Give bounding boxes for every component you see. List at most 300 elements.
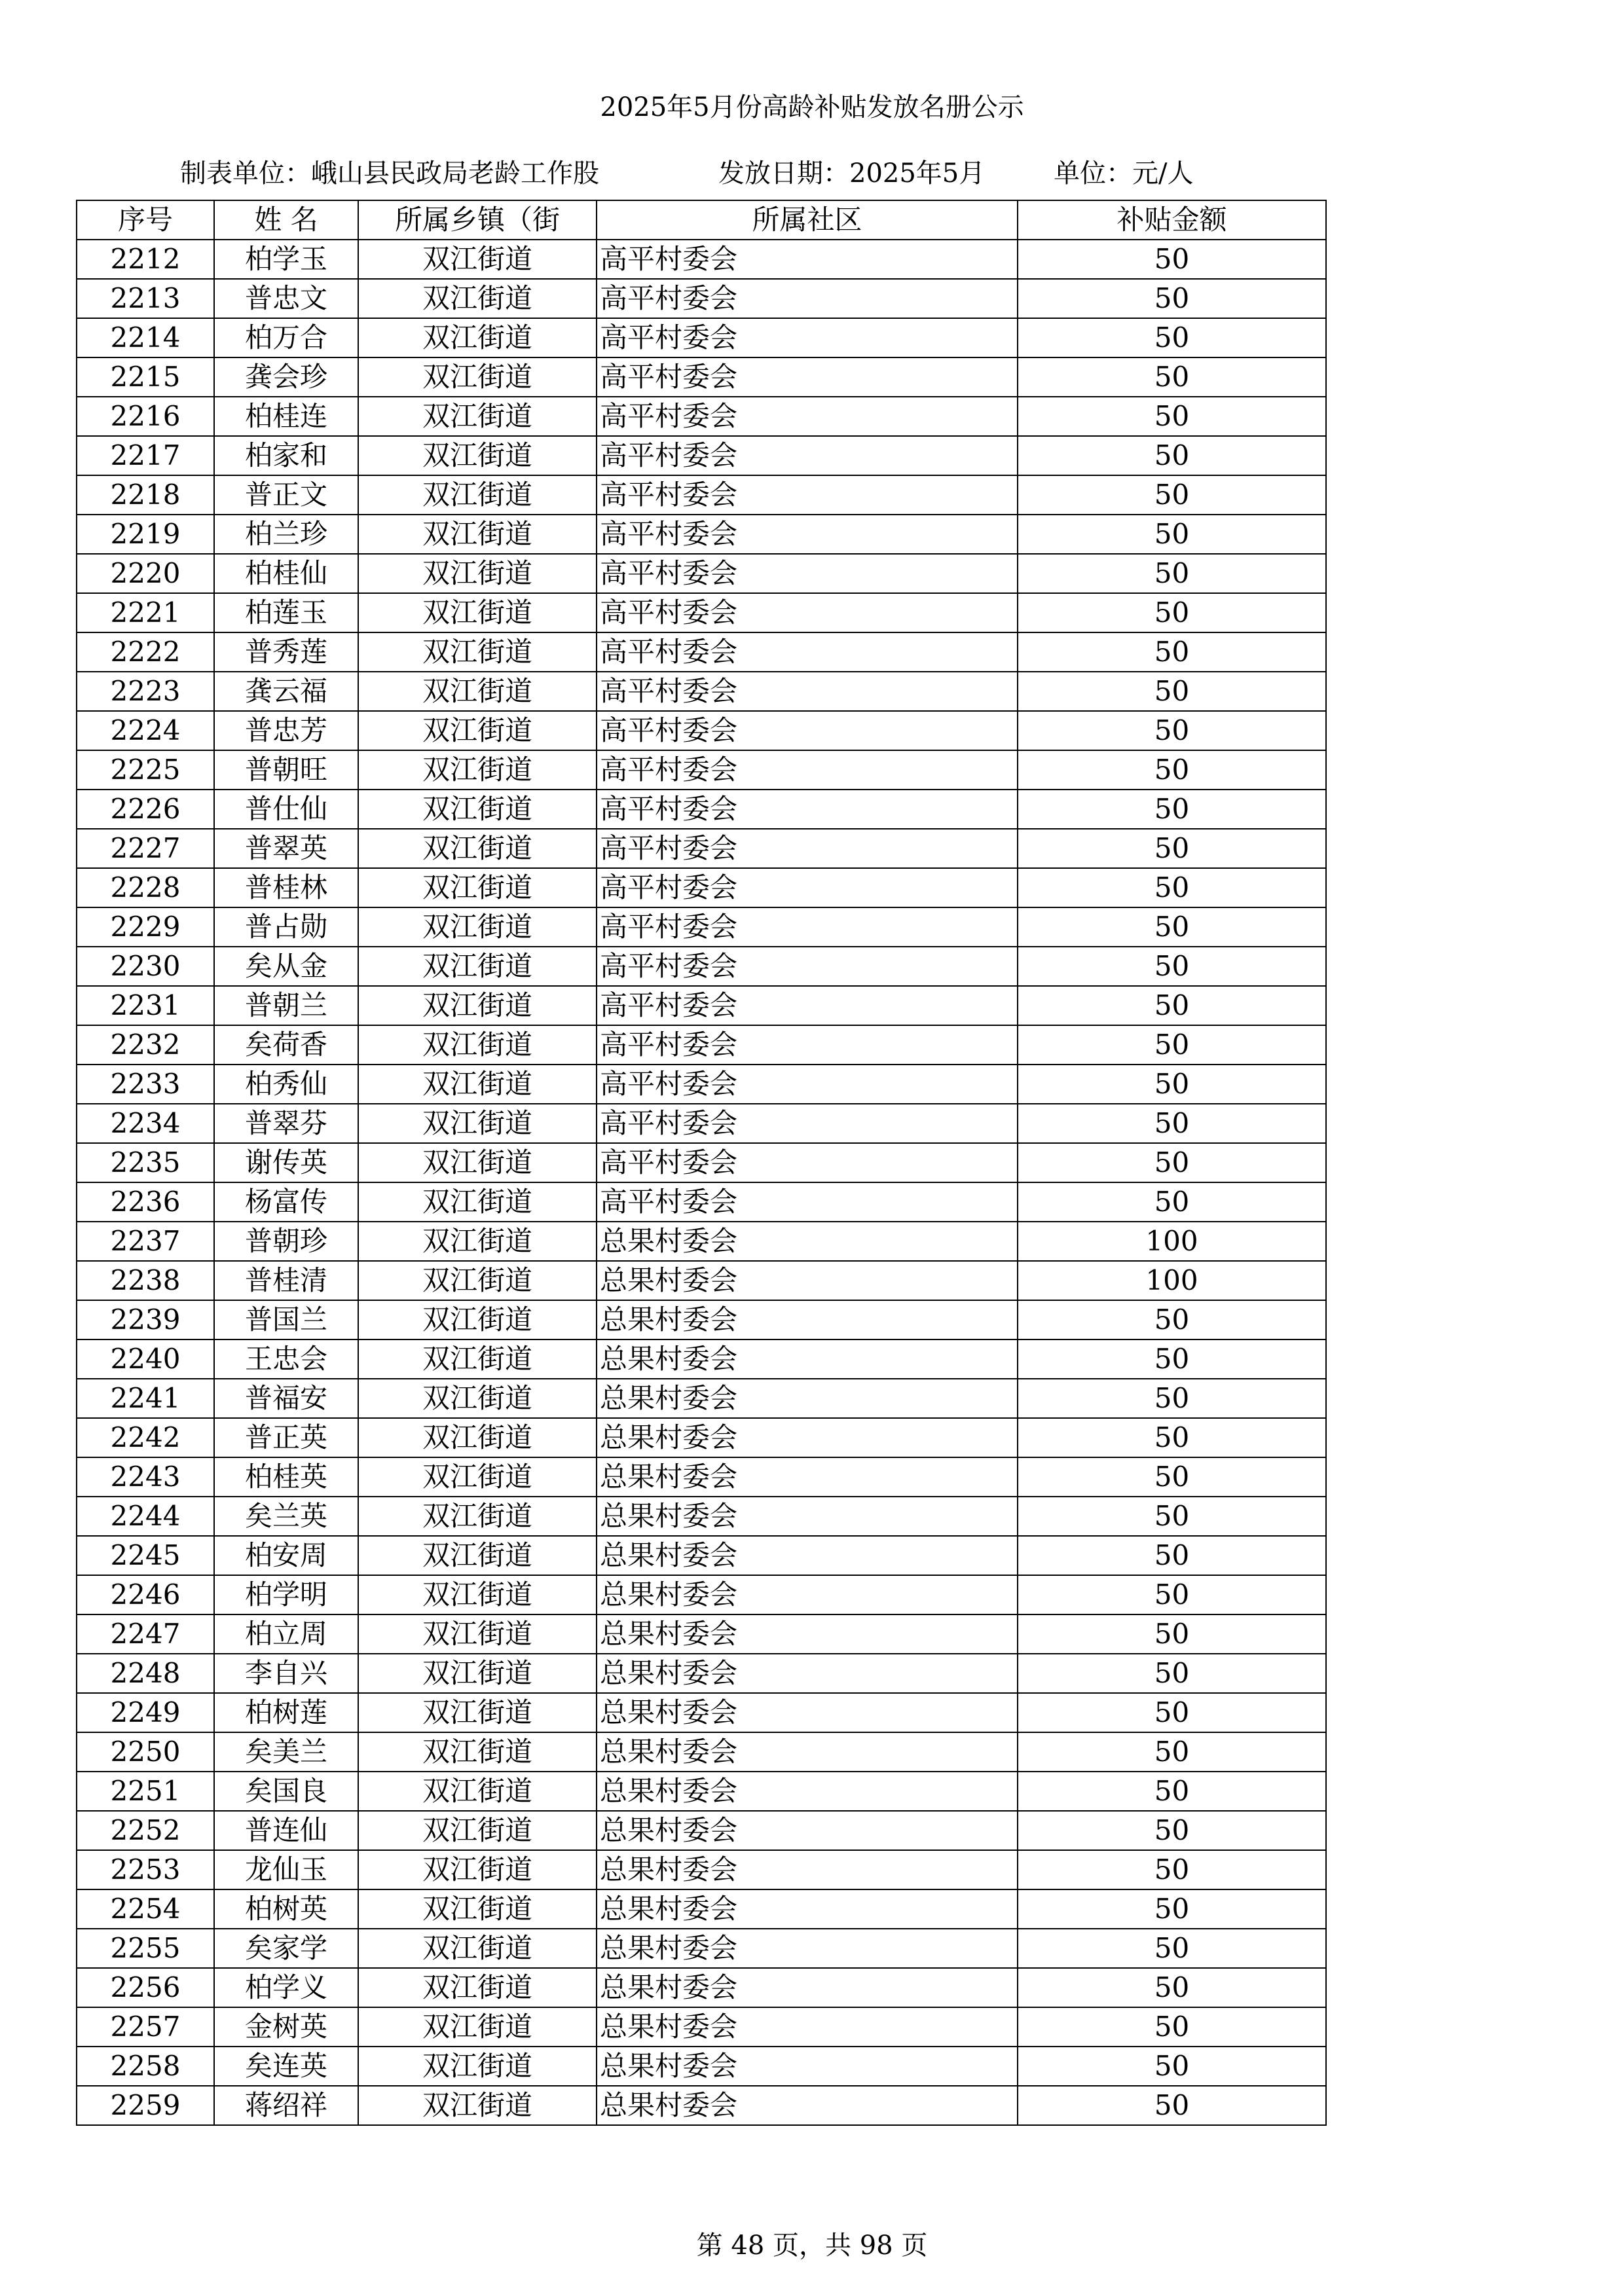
cell-community: 总果村委会 bbox=[597, 1772, 1018, 1811]
cell-amount: 50 bbox=[1018, 1182, 1326, 1222]
cell-town: 双江街道 bbox=[358, 790, 597, 829]
cell-index: 2236 bbox=[77, 1182, 214, 1222]
table-row bbox=[77, 279, 1326, 318]
cell-amount: 50 bbox=[1018, 1418, 1326, 1457]
table-row bbox=[77, 1850, 1326, 1889]
table-row bbox=[77, 1300, 1326, 1339]
cell-town: 双江街道 bbox=[358, 1182, 597, 1222]
cell-community: 高平村委会 bbox=[597, 515, 1018, 554]
cell-amount: 50 bbox=[1018, 357, 1326, 397]
cell-amount: 50 bbox=[1018, 515, 1326, 554]
table-row bbox=[77, 711, 1326, 750]
cell-index: 2232 bbox=[77, 1025, 214, 1065]
cell-name: 柏学义 bbox=[214, 1968, 358, 2007]
cell-community: 高平村委会 bbox=[597, 632, 1018, 672]
cell-name: 普正英 bbox=[214, 1418, 358, 1457]
cell-town: 双江街道 bbox=[358, 1418, 597, 1457]
cell-community: 总果村委会 bbox=[597, 1457, 1018, 1497]
cell-town: 双江街道 bbox=[358, 2047, 597, 2086]
cell-town: 双江街道 bbox=[358, 1929, 597, 1968]
cell-community: 总果村委会 bbox=[597, 1693, 1018, 1732]
page-title: 2025年5月份高龄补贴发放名册公示 bbox=[600, 92, 1024, 122]
cell-amount: 50 bbox=[1018, 1811, 1326, 1850]
cell-index: 2214 bbox=[77, 318, 214, 357]
table-row bbox=[77, 1929, 1326, 1968]
cell-index: 2243 bbox=[77, 1457, 214, 1497]
table-row bbox=[77, 397, 1326, 436]
cell-name: 龚会珍 bbox=[214, 357, 358, 397]
cell-name: 普朝珍 bbox=[214, 1222, 358, 1261]
table-row bbox=[77, 240, 1326, 279]
cell-town: 双江街道 bbox=[358, 1772, 597, 1811]
cell-name: 柏家和 bbox=[214, 436, 358, 475]
cell-index: 2253 bbox=[77, 1850, 214, 1889]
cell-name: 普翠英 bbox=[214, 829, 358, 868]
table-row bbox=[77, 1379, 1326, 1418]
table-row bbox=[77, 790, 1326, 829]
table-row bbox=[77, 1536, 1326, 1575]
cell-community: 高平村委会 bbox=[597, 868, 1018, 907]
cell-town: 双江街道 bbox=[358, 1339, 597, 1379]
cell-index: 2258 bbox=[77, 2047, 214, 2086]
table-row bbox=[77, 1811, 1326, 1850]
cell-index: 2251 bbox=[77, 1772, 214, 1811]
cell-index: 2219 bbox=[77, 515, 214, 554]
cell-index: 2238 bbox=[77, 1261, 214, 1300]
cell-name: 矣兰英 bbox=[214, 1497, 358, 1536]
cell-community: 高平村委会 bbox=[597, 1025, 1018, 1065]
table-row bbox=[77, 1261, 1326, 1300]
cell-town: 双江街道 bbox=[358, 1654, 597, 1693]
cell-name: 王忠会 bbox=[214, 1339, 358, 1379]
cell-community: 高平村委会 bbox=[597, 986, 1018, 1025]
cell-community: 总果村委会 bbox=[597, 1575, 1018, 1614]
table-row bbox=[77, 1575, 1326, 1614]
cell-amount: 50 bbox=[1018, 790, 1326, 829]
cell-community: 高平村委会 bbox=[597, 318, 1018, 357]
table-row bbox=[77, 1143, 1326, 1182]
cell-town: 双江街道 bbox=[358, 632, 597, 672]
cell-index: 2233 bbox=[77, 1065, 214, 1104]
cell-amount: 50 bbox=[1018, 475, 1326, 515]
cell-index: 2240 bbox=[77, 1339, 214, 1379]
cell-index: 2234 bbox=[77, 1104, 214, 1143]
table-row bbox=[77, 475, 1326, 515]
table-row bbox=[77, 318, 1326, 357]
cell-town: 双江街道 bbox=[358, 1379, 597, 1418]
col-header-index: 序号 bbox=[77, 200, 214, 240]
cell-name: 普国兰 bbox=[214, 1300, 358, 1339]
cell-index: 2249 bbox=[77, 1693, 214, 1732]
col-header-town: 所属乡镇（街 bbox=[358, 200, 597, 240]
table-row bbox=[77, 2007, 1326, 2047]
cell-amount: 50 bbox=[1018, 1104, 1326, 1143]
cell-name: 柏学明 bbox=[214, 1575, 358, 1614]
cell-community: 高平村委会 bbox=[597, 240, 1018, 279]
cell-town: 双江街道 bbox=[358, 1732, 597, 1772]
table-row bbox=[77, 357, 1326, 397]
cell-town: 双江街道 bbox=[358, 279, 597, 318]
cell-amount: 50 bbox=[1018, 2007, 1326, 2047]
cell-town: 双江街道 bbox=[358, 1065, 597, 1104]
cell-town: 双江街道 bbox=[358, 515, 597, 554]
table-row bbox=[77, 1654, 1326, 1693]
cell-town: 双江街道 bbox=[358, 750, 597, 790]
cell-amount: 50 bbox=[1018, 1654, 1326, 1693]
cell-index: 2259 bbox=[77, 2086, 214, 2125]
col-header-community: 所属社区 bbox=[597, 200, 1018, 240]
cell-amount: 100 bbox=[1018, 1261, 1326, 1300]
cell-town: 双江街道 bbox=[358, 593, 597, 632]
cell-index: 2226 bbox=[77, 790, 214, 829]
cell-town: 双江街道 bbox=[358, 357, 597, 397]
cell-index: 2213 bbox=[77, 279, 214, 318]
table-row bbox=[77, 1772, 1326, 1811]
cell-index: 2257 bbox=[77, 2007, 214, 2047]
cell-index: 2241 bbox=[77, 1379, 214, 1418]
cell-community: 总果村委会 bbox=[597, 1614, 1018, 1654]
cell-index: 2227 bbox=[77, 829, 214, 868]
cell-amount: 50 bbox=[1018, 1065, 1326, 1104]
cell-community: 总果村委会 bbox=[597, 2047, 1018, 2086]
cell-town: 双江街道 bbox=[358, 1025, 597, 1065]
cell-index: 2215 bbox=[77, 357, 214, 397]
table-row bbox=[77, 1339, 1326, 1379]
cell-amount: 50 bbox=[1018, 947, 1326, 986]
cell-index: 2239 bbox=[77, 1300, 214, 1339]
cell-town: 双江街道 bbox=[358, 986, 597, 1025]
table-row bbox=[77, 1025, 1326, 1065]
cell-name: 柏莲玉 bbox=[214, 593, 358, 632]
cell-index: 2255 bbox=[77, 1929, 214, 1968]
cell-town: 双江街道 bbox=[358, 318, 597, 357]
cell-town: 双江街道 bbox=[358, 868, 597, 907]
cell-amount: 50 bbox=[1018, 279, 1326, 318]
cell-community: 高平村委会 bbox=[597, 790, 1018, 829]
cell-name: 蒋绍祥 bbox=[214, 2086, 358, 2125]
cell-amount: 50 bbox=[1018, 1575, 1326, 1614]
col-header-amount: 补贴金额 bbox=[1018, 200, 1326, 240]
cell-name: 杨富传 bbox=[214, 1182, 358, 1222]
cell-town: 双江街道 bbox=[358, 240, 597, 279]
cell-index: 2230 bbox=[77, 947, 214, 986]
cell-index: 2224 bbox=[77, 711, 214, 750]
cell-amount: 50 bbox=[1018, 1732, 1326, 1772]
table-row bbox=[77, 2086, 1326, 2125]
cell-community: 总果村委会 bbox=[597, 1222, 1018, 1261]
table-row bbox=[77, 554, 1326, 593]
cell-town: 双江街道 bbox=[358, 397, 597, 436]
cell-amount: 50 bbox=[1018, 711, 1326, 750]
cell-index: 2221 bbox=[77, 593, 214, 632]
cell-community: 总果村委会 bbox=[597, 2086, 1018, 2125]
currency-unit: 单位：元/人 bbox=[1054, 158, 1194, 189]
cell-town: 双江街道 bbox=[358, 2007, 597, 2047]
cell-index: 2246 bbox=[77, 1575, 214, 1614]
cell-name: 普占勋 bbox=[214, 907, 358, 947]
cell-community: 总果村委会 bbox=[597, 1811, 1018, 1850]
cell-amount: 50 bbox=[1018, 2086, 1326, 2125]
cell-community: 总果村委会 bbox=[597, 1497, 1018, 1536]
cell-town: 双江街道 bbox=[358, 1497, 597, 1536]
cell-community: 高平村委会 bbox=[597, 593, 1018, 632]
cell-community: 总果村委会 bbox=[597, 1732, 1018, 1772]
cell-amount: 100 bbox=[1018, 1222, 1326, 1261]
table-row bbox=[77, 1222, 1326, 1261]
cell-amount: 50 bbox=[1018, 632, 1326, 672]
cell-name: 矣连英 bbox=[214, 2047, 358, 2086]
cell-community: 总果村委会 bbox=[597, 1850, 1018, 1889]
table-row bbox=[77, 1693, 1326, 1732]
cell-amount: 50 bbox=[1018, 1536, 1326, 1575]
cell-community: 高平村委会 bbox=[597, 1104, 1018, 1143]
cell-index: 2256 bbox=[77, 1968, 214, 2007]
cell-name: 普仕仙 bbox=[214, 790, 358, 829]
table-row bbox=[77, 1065, 1326, 1104]
issue-date: 发放日期：2025年5月 bbox=[718, 158, 986, 189]
cell-community: 高平村委会 bbox=[597, 279, 1018, 318]
cell-name: 普连仙 bbox=[214, 1811, 358, 1850]
cell-amount: 50 bbox=[1018, 1850, 1326, 1889]
cell-index: 2254 bbox=[77, 1889, 214, 1929]
cell-town: 双江街道 bbox=[358, 672, 597, 711]
cell-town: 双江街道 bbox=[358, 907, 597, 947]
table-row bbox=[77, 1732, 1326, 1772]
cell-community: 总果村委会 bbox=[597, 1261, 1018, 1300]
table-header-row bbox=[77, 200, 1326, 240]
cell-amount: 50 bbox=[1018, 593, 1326, 632]
cell-amount: 50 bbox=[1018, 1497, 1326, 1536]
cell-name: 金树英 bbox=[214, 2007, 358, 2047]
cell-name: 矣美兰 bbox=[214, 1732, 358, 1772]
cell-name: 柏桂英 bbox=[214, 1457, 358, 1497]
cell-town: 双江街道 bbox=[358, 436, 597, 475]
cell-index: 2225 bbox=[77, 750, 214, 790]
cell-town: 双江街道 bbox=[358, 829, 597, 868]
cell-town: 双江街道 bbox=[358, 2086, 597, 2125]
table-row bbox=[77, 829, 1326, 868]
cell-community: 总果村委会 bbox=[597, 1300, 1018, 1339]
cell-index: 2248 bbox=[77, 1654, 214, 1693]
cell-town: 双江街道 bbox=[358, 554, 597, 593]
cell-town: 双江街道 bbox=[358, 1536, 597, 1575]
cell-amount: 50 bbox=[1018, 1693, 1326, 1732]
cell-town: 双江街道 bbox=[358, 1811, 597, 1850]
table-row bbox=[77, 436, 1326, 475]
cell-name: 柏树莲 bbox=[214, 1693, 358, 1732]
cell-town: 双江街道 bbox=[358, 1222, 597, 1261]
cell-name: 柏秀仙 bbox=[214, 1065, 358, 1104]
cell-name: 柏万合 bbox=[214, 318, 358, 357]
cell-amount: 50 bbox=[1018, 397, 1326, 436]
cell-index: 2245 bbox=[77, 1536, 214, 1575]
cell-community: 总果村委会 bbox=[597, 1379, 1018, 1418]
cell-name: 龙仙玉 bbox=[214, 1850, 358, 1889]
cell-community: 总果村委会 bbox=[597, 1339, 1018, 1379]
table-row bbox=[77, 750, 1326, 790]
cell-community: 高平村委会 bbox=[597, 907, 1018, 947]
cell-amount: 50 bbox=[1018, 868, 1326, 907]
cell-community: 总果村委会 bbox=[597, 1929, 1018, 1968]
table-row bbox=[77, 1614, 1326, 1654]
cell-community: 总果村委会 bbox=[597, 1968, 1018, 2007]
cell-index: 2216 bbox=[77, 397, 214, 436]
table-row bbox=[77, 1497, 1326, 1536]
cell-community: 高平村委会 bbox=[597, 947, 1018, 986]
cell-town: 双江街道 bbox=[358, 1261, 597, 1300]
cell-amount: 50 bbox=[1018, 672, 1326, 711]
cell-town: 双江街道 bbox=[358, 1300, 597, 1339]
table-row bbox=[77, 1889, 1326, 1929]
col-header-name: 姓 名 bbox=[214, 200, 358, 240]
cell-name: 柏树英 bbox=[214, 1889, 358, 1929]
cell-name: 普朝兰 bbox=[214, 986, 358, 1025]
cell-town: 双江街道 bbox=[358, 475, 597, 515]
cell-index: 2228 bbox=[77, 868, 214, 907]
cell-name: 矣从金 bbox=[214, 947, 358, 986]
cell-community: 高平村委会 bbox=[597, 475, 1018, 515]
cell-name: 普朝旺 bbox=[214, 750, 358, 790]
cell-town: 双江街道 bbox=[358, 1614, 597, 1654]
table-row bbox=[77, 947, 1326, 986]
cell-name: 柏学玉 bbox=[214, 240, 358, 279]
cell-index: 2217 bbox=[77, 436, 214, 475]
cell-town: 双江街道 bbox=[358, 1889, 597, 1929]
cell-name: 李自兴 bbox=[214, 1654, 358, 1693]
cell-name: 谢传英 bbox=[214, 1143, 358, 1182]
cell-community: 总果村委会 bbox=[597, 1536, 1018, 1575]
cell-amount: 50 bbox=[1018, 1929, 1326, 1968]
table-row bbox=[77, 907, 1326, 947]
table-row bbox=[77, 632, 1326, 672]
cell-amount: 50 bbox=[1018, 1614, 1326, 1654]
table-row bbox=[77, 868, 1326, 907]
cell-community: 高平村委会 bbox=[597, 436, 1018, 475]
cell-index: 2229 bbox=[77, 907, 214, 947]
subsidy-table bbox=[76, 200, 1327, 2126]
cell-community: 总果村委会 bbox=[597, 1654, 1018, 1693]
cell-amount: 50 bbox=[1018, 1025, 1326, 1065]
cell-amount: 50 bbox=[1018, 436, 1326, 475]
page-footer: 第 48 页，共 98 页 bbox=[696, 2231, 928, 2261]
cell-index: 2235 bbox=[77, 1143, 214, 1182]
cell-town: 双江街道 bbox=[358, 1968, 597, 2007]
cell-community: 总果村委会 bbox=[597, 2007, 1018, 2047]
table-row bbox=[77, 1968, 1326, 2007]
cell-index: 2252 bbox=[77, 1811, 214, 1850]
cell-index: 2247 bbox=[77, 1614, 214, 1654]
cell-amount: 50 bbox=[1018, 1300, 1326, 1339]
cell-name: 普桂林 bbox=[214, 868, 358, 907]
cell-community: 高平村委会 bbox=[597, 554, 1018, 593]
cell-name: 柏桂仙 bbox=[214, 554, 358, 593]
cell-amount: 50 bbox=[1018, 240, 1326, 279]
table-row bbox=[77, 1457, 1326, 1497]
cell-name: 普忠文 bbox=[214, 279, 358, 318]
cell-name: 柏立周 bbox=[214, 1614, 358, 1654]
cell-name: 矣荷香 bbox=[214, 1025, 358, 1065]
cell-town: 双江街道 bbox=[358, 1850, 597, 1889]
cell-index: 2244 bbox=[77, 1497, 214, 1536]
cell-community: 高平村委会 bbox=[597, 1065, 1018, 1104]
cell-amount: 50 bbox=[1018, 1339, 1326, 1379]
cell-index: 2222 bbox=[77, 632, 214, 672]
cell-index: 2220 bbox=[77, 554, 214, 593]
table-row bbox=[77, 986, 1326, 1025]
cell-community: 高平村委会 bbox=[597, 711, 1018, 750]
cell-community: 高平村委会 bbox=[597, 829, 1018, 868]
cell-town: 双江街道 bbox=[358, 947, 597, 986]
cell-name: 柏桂连 bbox=[214, 397, 358, 436]
cell-town: 双江街道 bbox=[358, 1693, 597, 1732]
cell-town: 双江街道 bbox=[358, 711, 597, 750]
table-row bbox=[77, 593, 1326, 632]
table-row bbox=[77, 1418, 1326, 1457]
cell-town: 双江街道 bbox=[358, 1457, 597, 1497]
table-row bbox=[77, 672, 1326, 711]
cell-index: 2231 bbox=[77, 986, 214, 1025]
cell-name: 普翠芬 bbox=[214, 1104, 358, 1143]
cell-amount: 50 bbox=[1018, 907, 1326, 947]
cell-name: 普正文 bbox=[214, 475, 358, 515]
cell-name: 矣家学 bbox=[214, 1929, 358, 1968]
cell-index: 2212 bbox=[77, 240, 214, 279]
table-row bbox=[77, 1104, 1326, 1143]
cell-amount: 50 bbox=[1018, 1457, 1326, 1497]
issuing-unit: 制表单位：峨山县民政局老龄工作股 bbox=[180, 158, 599, 189]
cell-amount: 50 bbox=[1018, 318, 1326, 357]
cell-index: 2223 bbox=[77, 672, 214, 711]
cell-name: 柏安周 bbox=[214, 1536, 358, 1575]
cell-index: 2237 bbox=[77, 1222, 214, 1261]
cell-amount: 50 bbox=[1018, 986, 1326, 1025]
cell-town: 双江街道 bbox=[358, 1104, 597, 1143]
cell-amount: 50 bbox=[1018, 554, 1326, 593]
cell-name: 普桂清 bbox=[214, 1261, 358, 1300]
table-row bbox=[77, 2047, 1326, 2086]
cell-community: 总果村委会 bbox=[597, 1418, 1018, 1457]
cell-community: 高平村委会 bbox=[597, 750, 1018, 790]
cell-amount: 50 bbox=[1018, 2047, 1326, 2086]
cell-name: 普秀莲 bbox=[214, 632, 358, 672]
cell-name: 普忠芳 bbox=[214, 711, 358, 750]
cell-index: 2242 bbox=[77, 1418, 214, 1457]
cell-amount: 50 bbox=[1018, 750, 1326, 790]
cell-town: 双江街道 bbox=[358, 1143, 597, 1182]
cell-community: 高平村委会 bbox=[597, 672, 1018, 711]
cell-index: 2218 bbox=[77, 475, 214, 515]
cell-amount: 50 bbox=[1018, 829, 1326, 868]
cell-name: 柏兰珍 bbox=[214, 515, 358, 554]
cell-community: 高平村委会 bbox=[597, 357, 1018, 397]
cell-amount: 50 bbox=[1018, 1968, 1326, 2007]
table-row bbox=[77, 1182, 1326, 1222]
cell-community: 总果村委会 bbox=[597, 1889, 1018, 1929]
table-row bbox=[77, 515, 1326, 554]
cell-community: 高平村委会 bbox=[597, 397, 1018, 436]
cell-community: 高平村委会 bbox=[597, 1143, 1018, 1182]
cell-name: 普福安 bbox=[214, 1379, 358, 1418]
cell-index: 2250 bbox=[77, 1732, 214, 1772]
cell-amount: 50 bbox=[1018, 1379, 1326, 1418]
cell-amount: 50 bbox=[1018, 1143, 1326, 1182]
cell-amount: 50 bbox=[1018, 1889, 1326, 1929]
cell-amount: 50 bbox=[1018, 1772, 1326, 1811]
cell-community: 高平村委会 bbox=[597, 1182, 1018, 1222]
cell-town: 双江街道 bbox=[358, 1575, 597, 1614]
cell-name: 矣国良 bbox=[214, 1772, 358, 1811]
cell-name: 龚云福 bbox=[214, 672, 358, 711]
